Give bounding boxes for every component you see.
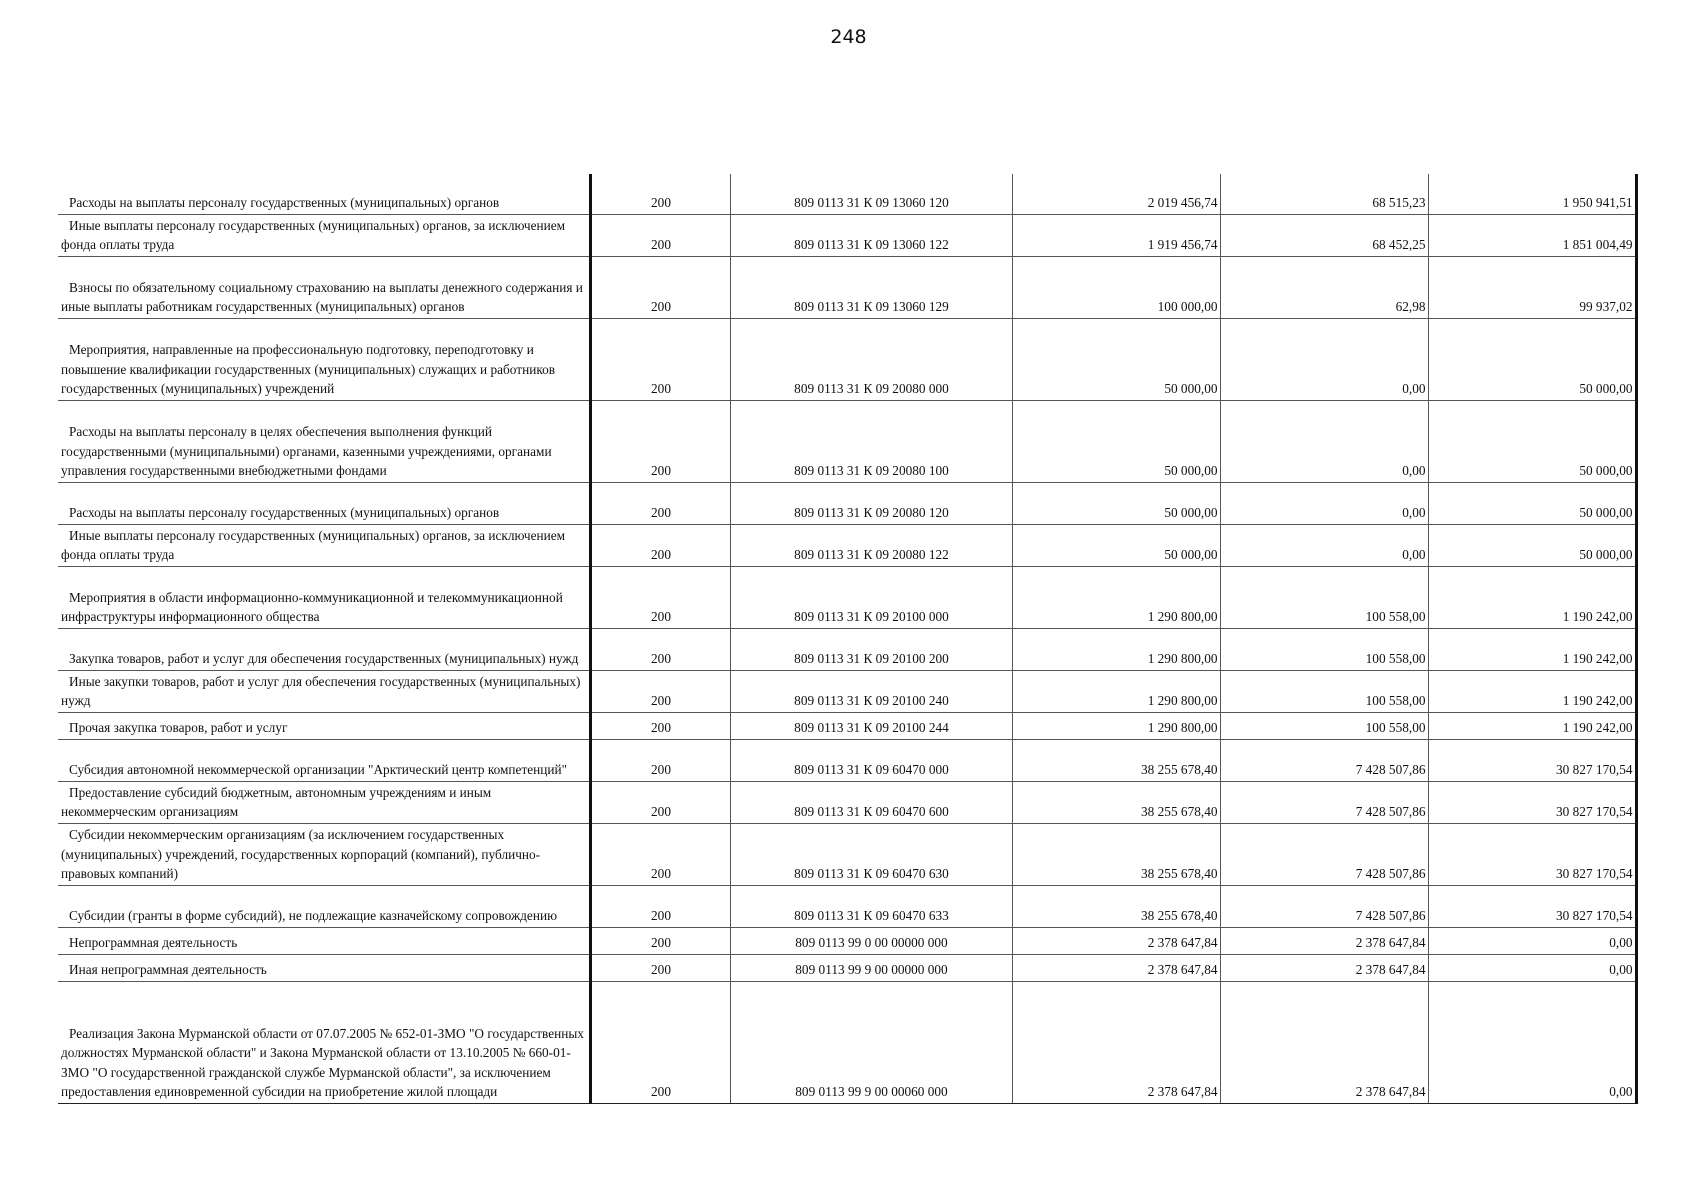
remaining-amount: 30 827 170,54 bbox=[1428, 823, 1636, 885]
executed-amount: 100 558,00 bbox=[1220, 670, 1428, 712]
remaining-amount: 50 000,00 bbox=[1428, 482, 1636, 524]
executed-amount: 100 558,00 bbox=[1220, 566, 1428, 628]
executed-amount: 0,00 bbox=[1220, 318, 1428, 400]
executed-amount: 0,00 bbox=[1220, 524, 1428, 566]
approved-amount: 2 378 647,84 bbox=[1012, 981, 1220, 1103]
expense-name: Субсидия автономной некоммерческой организации "Арктический центр компетенций" bbox=[58, 739, 590, 781]
expense-name: Иные закупки товаров, работ и услуг для обеспечения государственных (муниципальных) нужд bbox=[58, 670, 590, 712]
status-code: 200 bbox=[590, 981, 730, 1103]
status-code: 200 bbox=[590, 670, 730, 712]
expense-name: Иные выплаты персоналу государственных (муниципальных) органов, за исключением фонда оплаты труда bbox=[58, 214, 590, 256]
remaining-amount: 0,00 bbox=[1428, 927, 1636, 954]
expense-name: Расходы на выплаты персоналу государственных (муниципальных) органов bbox=[58, 174, 590, 214]
executed-amount: 100 558,00 bbox=[1220, 712, 1428, 739]
table-row bbox=[58, 712, 1636, 739]
budget-classification-code: 809 0113 31 К 09 13060 129 bbox=[730, 256, 1012, 318]
approved-amount: 38 255 678,40 bbox=[1012, 781, 1220, 823]
status-code: 200 bbox=[590, 739, 730, 781]
budget-classification-code: 809 0113 31 К 09 13060 122 bbox=[730, 214, 1012, 256]
table-row bbox=[58, 566, 1636, 628]
budget-execution-table bbox=[58, 174, 1638, 1104]
remaining-amount: 0,00 bbox=[1428, 954, 1636, 981]
expense-name: Иная непрограммная деятельность bbox=[58, 954, 590, 981]
table-row bbox=[58, 781, 1636, 823]
table-row bbox=[58, 400, 1636, 482]
budget-classification-code: 809 0113 99 9 00 00060 000 bbox=[730, 981, 1012, 1103]
expense-name: Расходы на выплаты персоналу государственных (муниципальных) органов bbox=[58, 482, 590, 524]
remaining-amount: 30 827 170,54 bbox=[1428, 781, 1636, 823]
approved-amount: 100 000,00 bbox=[1012, 256, 1220, 318]
table-row bbox=[58, 256, 1636, 318]
status-code: 200 bbox=[590, 954, 730, 981]
table-row bbox=[58, 981, 1636, 1103]
budget-classification-code: 809 0113 31 К 09 20100 240 bbox=[730, 670, 1012, 712]
expense-name: Взносы по обязательному социальному страхованию на выплаты денежного содержания и иные выплаты работникам государственных (муниципальных) органов bbox=[58, 256, 590, 318]
status-code: 200 bbox=[590, 318, 730, 400]
remaining-amount: 1 950 941,51 bbox=[1428, 174, 1636, 214]
budget-classification-code: 809 0113 99 0 00 00000 000 bbox=[730, 927, 1012, 954]
table-row bbox=[58, 524, 1636, 566]
status-code: 200 bbox=[590, 823, 730, 885]
approved-amount: 1 290 800,00 bbox=[1012, 566, 1220, 628]
status-code: 200 bbox=[590, 214, 730, 256]
executed-amount: 7 428 507,86 bbox=[1220, 823, 1428, 885]
table-row bbox=[58, 927, 1636, 954]
executed-amount: 0,00 bbox=[1220, 400, 1428, 482]
budget-classification-code: 809 0113 31 К 09 20100 000 bbox=[730, 566, 1012, 628]
page-number: 248 bbox=[830, 26, 867, 48]
executed-amount: 7 428 507,86 bbox=[1220, 885, 1428, 927]
approved-amount: 50 000,00 bbox=[1012, 400, 1220, 482]
approved-amount: 1 290 800,00 bbox=[1012, 628, 1220, 670]
budget-classification-code: 809 0113 31 К 09 20100 244 bbox=[730, 712, 1012, 739]
table-row bbox=[58, 670, 1636, 712]
budget-classification-code: 809 0113 31 К 09 60470 600 bbox=[730, 781, 1012, 823]
executed-amount: 2 378 647,84 bbox=[1220, 927, 1428, 954]
expense-name: Иные выплаты персоналу государственных (муниципальных) органов, за исключением фонда оплаты труда bbox=[58, 524, 590, 566]
status-code: 200 bbox=[590, 885, 730, 927]
status-code: 200 bbox=[590, 927, 730, 954]
budget-classification-code: 809 0113 31 К 09 20080 000 bbox=[730, 318, 1012, 400]
remaining-amount: 50 000,00 bbox=[1428, 400, 1636, 482]
expense-name: Прочая закупка товаров, работ и услуг bbox=[58, 712, 590, 739]
expense-name: Непрограммная деятельность bbox=[58, 927, 590, 954]
expense-name: Предоставление субсидий бюджетным, автономным учреждениям и иным некоммерческим организациям bbox=[58, 781, 590, 823]
status-code: 200 bbox=[590, 712, 730, 739]
status-code: 200 bbox=[590, 256, 730, 318]
budget-classification-code: 809 0113 31 К 09 20100 200 bbox=[730, 628, 1012, 670]
remaining-amount: 50 000,00 bbox=[1428, 524, 1636, 566]
approved-amount: 1 290 800,00 bbox=[1012, 670, 1220, 712]
expense-name: Расходы на выплаты персоналу в целях обеспечения выполнения функций государственными (муниципальными) органами, казенными учреждениями, органами управления государственными внебюджетными фондами bbox=[58, 400, 590, 482]
table-row bbox=[58, 885, 1636, 927]
budget-classification-code: 809 0113 99 9 00 00000 000 bbox=[730, 954, 1012, 981]
budget-classification-code: 809 0113 31 К 09 60470 630 bbox=[730, 823, 1012, 885]
budget-classification-code: 809 0113 31 К 09 20080 120 bbox=[730, 482, 1012, 524]
executed-amount: 2 378 647,84 bbox=[1220, 954, 1428, 981]
remaining-amount: 30 827 170,54 bbox=[1428, 739, 1636, 781]
table-row bbox=[58, 954, 1636, 981]
expense-name: Реализация Закона Мурманской области от 07.07.2005 № 652-01-ЗМО "О государственных должностях Мурманской области" и Закона Мурманской области от 13.10.2005 № 660-01-ЗМО "О государственной гражданской службе Мурманской области", за исключением предоставления единовременной субсидии на приобретение жилой площади bbox=[58, 981, 590, 1103]
expense-name: Мероприятия, направленные на профессиональную подготовку, переподготовку и повышение квалификации государственных (муниципальных) служащих и работников государственных (муниципальных) учреждений bbox=[58, 318, 590, 400]
status-code: 200 bbox=[590, 781, 730, 823]
budget-classification-code: 809 0113 31 К 09 60470 000 bbox=[730, 739, 1012, 781]
approved-amount: 2 378 647,84 bbox=[1012, 954, 1220, 981]
approved-amount: 1 919 456,74 bbox=[1012, 214, 1220, 256]
table-row bbox=[58, 628, 1636, 670]
approved-amount: 38 255 678,40 bbox=[1012, 739, 1220, 781]
expense-name: Закупка товаров, работ и услуг для обеспечения государственных (муниципальных) нужд bbox=[58, 628, 590, 670]
approved-amount: 38 255 678,40 bbox=[1012, 823, 1220, 885]
status-code: 200 bbox=[590, 400, 730, 482]
remaining-amount: 0,00 bbox=[1428, 981, 1636, 1103]
budget-classification-code: 809 0113 31 К 09 20080 100 bbox=[730, 400, 1012, 482]
table-row bbox=[58, 214, 1636, 256]
remaining-amount: 1 190 242,00 bbox=[1428, 628, 1636, 670]
remaining-amount: 99 937,02 bbox=[1428, 256, 1636, 318]
status-code: 200 bbox=[590, 628, 730, 670]
approved-amount: 38 255 678,40 bbox=[1012, 885, 1220, 927]
table-row bbox=[58, 739, 1636, 781]
status-code: 200 bbox=[590, 174, 730, 214]
budget-classification-code: 809 0113 31 К 09 13060 120 bbox=[730, 174, 1012, 214]
executed-amount: 0,00 bbox=[1220, 482, 1428, 524]
table-row bbox=[58, 482, 1636, 524]
executed-amount: 62,98 bbox=[1220, 256, 1428, 318]
remaining-amount: 50 000,00 bbox=[1428, 318, 1636, 400]
approved-amount: 50 000,00 bbox=[1012, 482, 1220, 524]
table-row bbox=[58, 318, 1636, 400]
approved-amount: 50 000,00 bbox=[1012, 524, 1220, 566]
executed-amount: 7 428 507,86 bbox=[1220, 781, 1428, 823]
expense-name: Субсидии некоммерческим организациям (за исключением государственных (муниципальных) учреждений, государственных корпораций (компаний), публично-правовых компаний) bbox=[58, 823, 590, 885]
table-row bbox=[58, 174, 1636, 214]
approved-amount: 1 290 800,00 bbox=[1012, 712, 1220, 739]
executed-amount: 2 378 647,84 bbox=[1220, 981, 1428, 1103]
remaining-amount: 1 190 242,00 bbox=[1428, 566, 1636, 628]
remaining-amount: 30 827 170,54 bbox=[1428, 885, 1636, 927]
remaining-amount: 1 190 242,00 bbox=[1428, 670, 1636, 712]
approved-amount: 2 378 647,84 bbox=[1012, 927, 1220, 954]
approved-amount: 2 019 456,74 bbox=[1012, 174, 1220, 214]
executed-amount: 68 515,23 bbox=[1220, 174, 1428, 214]
status-code: 200 bbox=[590, 482, 730, 524]
expense-name: Мероприятия в области информационно-коммуникационной и телекоммуникационной инфраструктуры информационного общества bbox=[58, 566, 590, 628]
approved-amount: 50 000,00 bbox=[1012, 318, 1220, 400]
executed-amount: 68 452,25 bbox=[1220, 214, 1428, 256]
executed-amount: 100 558,00 bbox=[1220, 628, 1428, 670]
budget-classification-code: 809 0113 31 К 09 20080 122 bbox=[730, 524, 1012, 566]
table-row bbox=[58, 823, 1636, 885]
budget-classification-code: 809 0113 31 К 09 60470 633 bbox=[730, 885, 1012, 927]
status-code: 200 bbox=[590, 524, 730, 566]
expense-name: Субсидии (гранты в форме субсидий), не подлежащие казначейскому сопровождению bbox=[58, 885, 590, 927]
remaining-amount: 1 851 004,49 bbox=[1428, 214, 1636, 256]
executed-amount: 7 428 507,86 bbox=[1220, 739, 1428, 781]
remaining-amount: 1 190 242,00 bbox=[1428, 712, 1636, 739]
status-code: 200 bbox=[590, 566, 730, 628]
